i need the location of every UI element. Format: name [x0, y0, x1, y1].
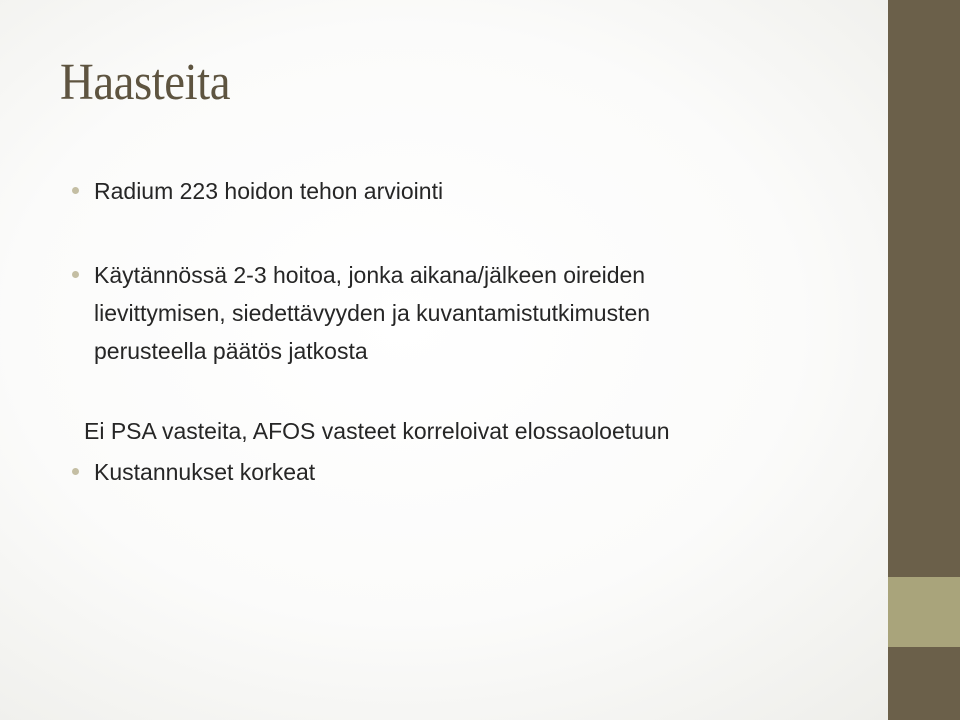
bullet-item-4	[94, 453, 854, 491]
bullet-text-line-2: lievittymisen, siedettävyyden ja kuvantamistutkimusten	[94, 300, 651, 326]
bullet-text-line-1: Käytännössä 2-3 hoitoa, jonka aikana/jälkeen oireiden	[94, 262, 646, 288]
bullet-text: Ei PSA vasteita, AFOS vasteet korreloivat elossaoloetuun	[84, 418, 670, 444]
side-decoration-accent	[888, 577, 960, 647]
bullet-dot-icon	[72, 468, 79, 475]
bullet-dot-icon	[72, 187, 79, 194]
slide-title: Haasteita	[60, 54, 231, 111]
bullet-item-2	[94, 256, 854, 370]
bullet-item-1	[94, 172, 854, 210]
bullet-dot-icon	[72, 271, 79, 278]
bullet-text-line-3: perusteella päätös jatkosta	[94, 338, 368, 364]
bullet-text: Radium 223 hoidon tehon arviointi	[94, 178, 444, 204]
bullet-text: Kustannukset korkeat	[94, 459, 316, 485]
bullet-item-3	[84, 412, 844, 450]
